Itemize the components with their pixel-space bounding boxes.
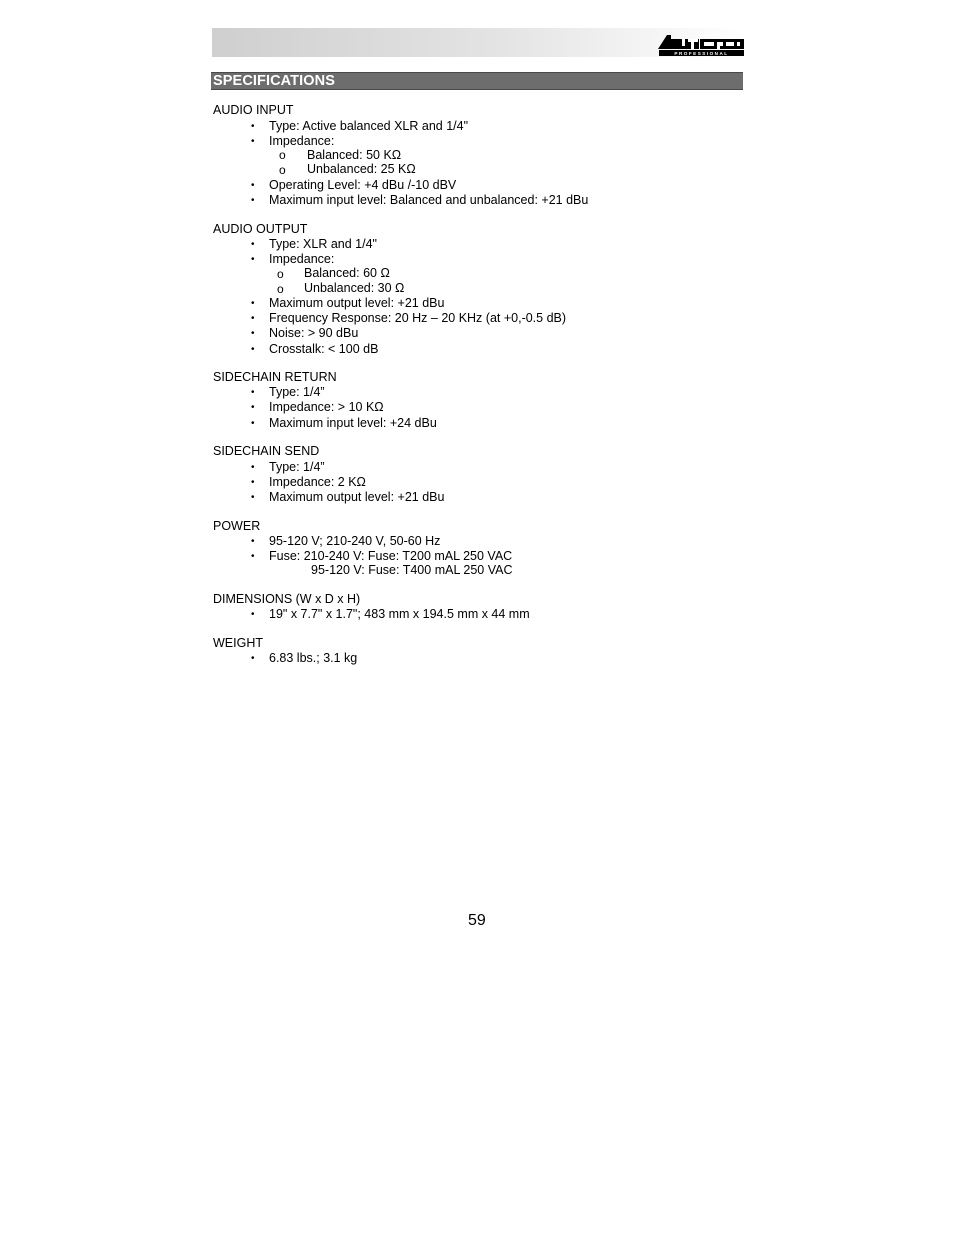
audio-input-max-input: Maximum input level: Balanced and unbalanced: +21 dBu [269,193,589,207]
bullet-icon: • [251,536,255,547]
sub-bullet-icon: o [279,163,286,177]
bullet-icon: • [251,609,255,620]
bullet-icon: • [251,387,255,398]
audio-input-type: Type: Active balanced XLR and 1/4" [269,119,469,133]
bullet-icon: • [251,328,255,339]
bullet-icon: • [251,239,255,250]
sidechain-return-type: Type: 1/4” [269,385,325,399]
bullet-icon: • [251,254,255,265]
audio-output-noise: Noise: > 90 dBu [269,326,359,340]
alto-professional-logo [657,32,745,57]
audio-output-unbalanced: Unbalanced: 30 Ω [304,281,405,295]
bullet-icon: • [251,136,255,147]
bullet-icon: • [251,653,255,664]
audio-output-type: Type: XLR and 1/4" [269,237,377,251]
bullet-icon: • [251,298,255,309]
power-fuse-high-voltage: Fuse: 210-240 V: Fuse: T200 mAL 250 VAC [269,549,513,563]
audio-input-operating-level: Operating Level: +4 dBu /-10 dBV [269,178,457,192]
bullet-icon: • [251,121,255,132]
sidechain-send-max-output: Maximum output level: +21 dBu [269,490,445,504]
weight-heading: WEIGHT [213,636,263,650]
logo-subtext: PROFESSIONAL [674,51,729,56]
bullet-icon: • [251,551,255,562]
audio-input-unbalanced: Unbalanced: 25 KΩ [307,162,416,176]
sub-bullet-icon: o [277,267,284,281]
audio-input-balanced: Balanced: 50 KΩ [307,148,402,162]
power-heading: POWER [213,519,261,533]
bullet-icon: • [251,462,255,473]
audio-output-impedance: Impedance: [269,252,335,266]
bullet-icon: • [251,195,255,206]
section-title: SPECIFICATIONS [213,73,335,89]
power-voltage: 95-120 V; 210-240 V, 50-60 Hz [269,534,441,548]
power-fuse-low-voltage: 95-120 V: Fuse: T400 mAL 250 VAC [311,563,513,577]
bullet-icon: • [251,402,255,413]
audio-output-balanced: Balanced: 60 Ω [304,266,390,280]
bullet-icon: • [251,492,255,503]
audio-input-impedance: Impedance: [269,134,335,148]
section-header-bar [211,72,743,90]
page-number: 59 [468,912,486,929]
sidechain-send-type: Type: 1/4” [269,460,325,474]
sidechain-return-impedance: Impedance: > 10 KΩ [269,400,384,414]
bullet-icon: • [251,477,255,488]
audio-output-max-output: Maximum output level: +21 dBu [269,296,445,310]
audio-output-crosstalk: Crosstalk: < 100 dB [269,342,379,356]
sub-bullet-icon: o [277,282,284,296]
sidechain-return-max-input: Maximum input level: +24 dBu [269,416,437,430]
bullet-icon: • [251,180,255,191]
weight-value: 6.83 lbs.; 3.1 kg [269,651,358,665]
audio-output-frequency: Frequency Response: 20 Hz – 20 KHz (at +0,-0.5 dB) [269,311,567,325]
sub-bullet-icon: o [279,148,286,162]
sidechain-send-impedance: Impedance: 2 KΩ [269,475,366,489]
audio-output-heading: AUDIO OUTPUT [213,222,308,236]
dimensions-heading: DIMENSIONS (W x D x H) [213,592,361,606]
dimensions-value: 19" x 7.7" x 1.7"; 483 mm x 194.5 mm x 44 mm [269,607,530,621]
sidechain-return-heading: SIDECHAIN RETURN [213,370,337,384]
sidechain-send-heading: SIDECHAIN SEND [213,444,320,458]
audio-input-heading: AUDIO INPUT [213,103,294,117]
bullet-icon: • [251,418,255,429]
bullet-icon: • [251,313,255,324]
bullet-icon: • [251,344,255,355]
